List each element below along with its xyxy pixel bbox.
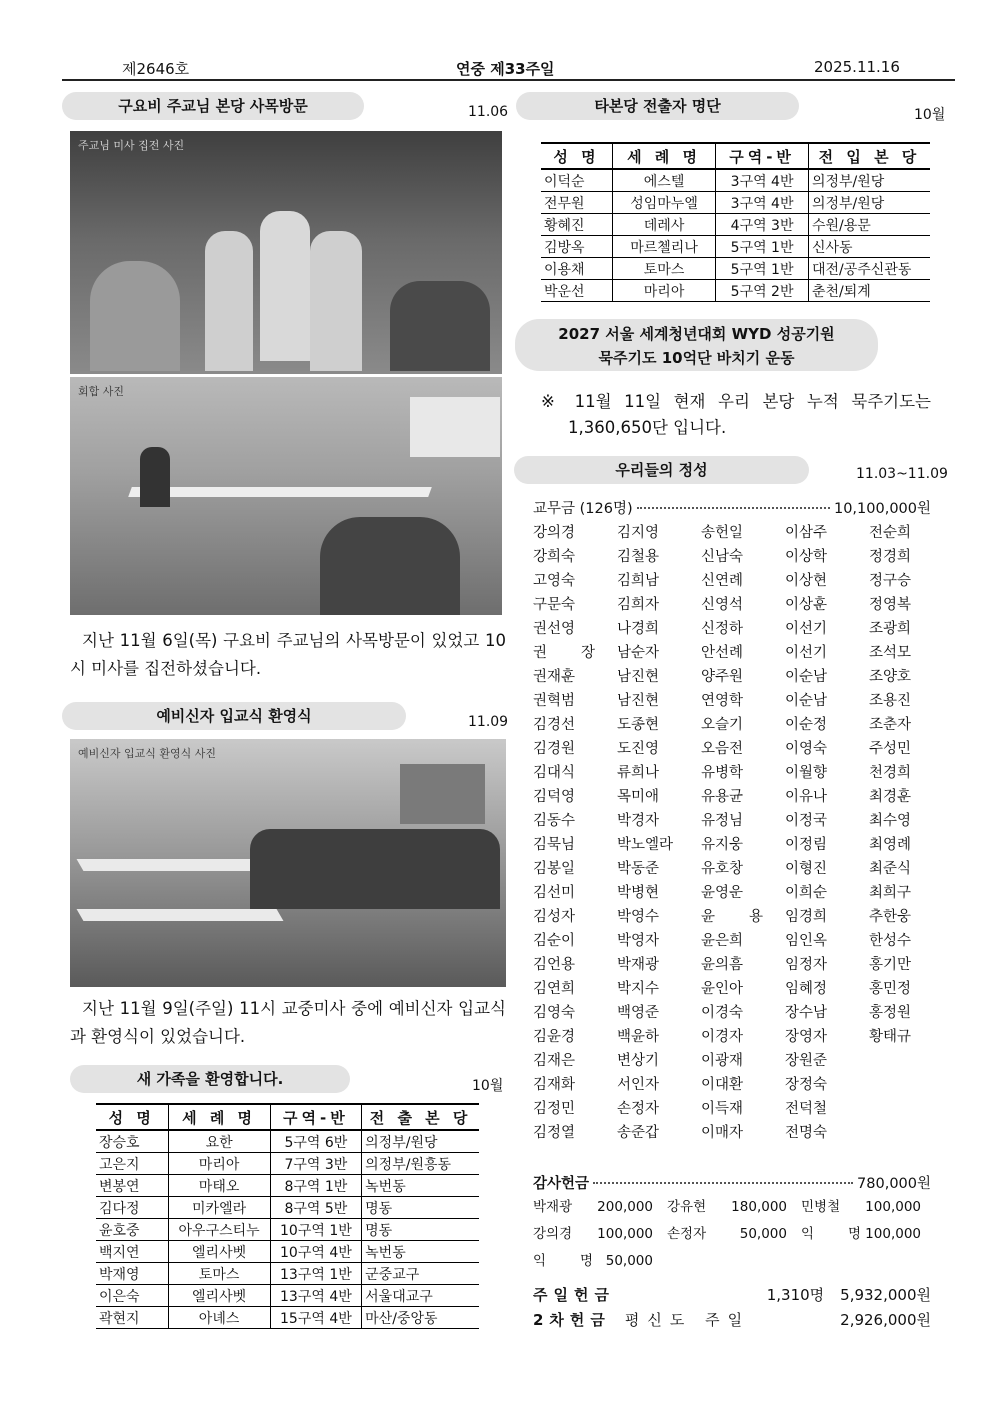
donor-name: 임경희 bbox=[785, 909, 828, 925]
cell-baptism: 아우구스티누 bbox=[168, 1219, 270, 1241]
second-sub: 평신도 주일 bbox=[624, 1311, 751, 1329]
table-row bbox=[96, 1307, 479, 1329]
donor-name: 이월향 bbox=[785, 765, 828, 781]
donor-name: 이대환 bbox=[701, 1077, 744, 1093]
second-label: 2차헌금 bbox=[533, 1311, 611, 1329]
cell-parish: 의정부/원흥동 bbox=[362, 1153, 479, 1175]
cell-district: 5구역 2반 bbox=[716, 280, 809, 302]
col-district: 구역-반 bbox=[716, 143, 809, 169]
donor-name: 권선영 bbox=[533, 621, 576, 637]
donor-name: 김희자 bbox=[617, 597, 660, 613]
cell-name: 변봉연 bbox=[96, 1175, 168, 1197]
cell-parish: 군중교구 bbox=[362, 1263, 479, 1285]
donor-name: 이매자 bbox=[701, 1125, 744, 1141]
cell-baptism: 데레사 bbox=[612, 214, 715, 236]
cell-parish: 명동 bbox=[362, 1219, 479, 1241]
donor-name: 백윤하 bbox=[617, 1029, 660, 1045]
donor-name: 홍기만 bbox=[869, 957, 912, 973]
meeting-photo: 회합 사진 bbox=[70, 377, 502, 615]
donor-row bbox=[533, 929, 931, 953]
donor-name: 신남숙 bbox=[701, 549, 744, 565]
gift-donor: 강유현 bbox=[667, 1199, 707, 1215]
cell-name: 황혜진 bbox=[541, 214, 612, 236]
cell-baptism: 마리아 bbox=[168, 1153, 270, 1175]
wyd-note-line1: ※ 11월 11일 현재 우리 본당 누적 묵주기도는 bbox=[541, 392, 931, 411]
donor-name: 김재화 bbox=[533, 1077, 576, 1093]
donor-name: 박병현 bbox=[617, 885, 660, 901]
cell-name: 김다정 bbox=[96, 1197, 168, 1219]
donor-row bbox=[533, 977, 931, 1001]
cell-parish: 서울대교구 bbox=[362, 1285, 479, 1307]
donor-name: 한성수 bbox=[869, 933, 912, 949]
donor-name: 윤인아 bbox=[701, 981, 744, 997]
transfer-table bbox=[541, 142, 930, 302]
donor-name: 박재광 bbox=[617, 957, 660, 973]
cell-baptism: 마리아 bbox=[612, 280, 715, 302]
gift-donor: 손정자 bbox=[667, 1226, 707, 1242]
cell-district: 3구역 4반 bbox=[716, 192, 809, 214]
table-row bbox=[96, 1175, 479, 1197]
cell-name: 윤호중 bbox=[96, 1219, 168, 1241]
donor-name: 이형진 bbox=[785, 861, 828, 877]
donor-name: 신영석 bbox=[701, 597, 744, 613]
donor-name: 이순남 bbox=[785, 693, 828, 709]
donor-name: 유정님 bbox=[701, 813, 744, 829]
donor-name: 김경선 bbox=[533, 717, 576, 733]
donor-name: 최희구 bbox=[869, 885, 912, 901]
table-row bbox=[96, 1285, 479, 1307]
donor-name: 윤영운 bbox=[701, 885, 744, 901]
gift-row bbox=[533, 1248, 667, 1274]
cell-parish: 의정부/원당 bbox=[808, 192, 930, 214]
donor-name: 김영숙 bbox=[533, 1005, 576, 1021]
table-row bbox=[96, 1153, 479, 1175]
donor-name: 오슬기 bbox=[701, 717, 744, 733]
col-name: 성 명 bbox=[96, 1104, 168, 1130]
cell-name: 고은지 bbox=[96, 1153, 168, 1175]
visit-date: 11.06 bbox=[468, 104, 509, 120]
donor-name: 권 장 bbox=[533, 645, 595, 661]
gift-row bbox=[533, 1221, 935, 1247]
thanks-line bbox=[533, 1172, 931, 1193]
bishop-mass-photo: 주교님 미사 집전 사진 bbox=[70, 131, 502, 374]
cell-baptism: 엘리사벳 bbox=[168, 1285, 270, 1307]
newfamily-title: 새 가족을 환영합니다. bbox=[70, 1065, 350, 1093]
donor-name: 이득재 bbox=[701, 1101, 744, 1117]
cell-baptism: 성임마누엘 bbox=[612, 192, 715, 214]
cell-name: 곽현지 bbox=[96, 1307, 168, 1329]
cell-district: 5구역 1반 bbox=[716, 236, 809, 258]
donor-name: 황태규 bbox=[869, 1029, 912, 1045]
donor-name: 천경희 bbox=[869, 765, 912, 781]
cell-baptism: 아녜스 bbox=[168, 1307, 270, 1329]
table-row bbox=[96, 1219, 479, 1241]
donor-name: 전순희 bbox=[869, 525, 912, 541]
donor-name: 양주원 bbox=[701, 669, 744, 685]
donor-name bbox=[869, 1121, 931, 1145]
transfer-title: 타본당 전출자 명단 bbox=[516, 92, 799, 120]
donor-name: 권재훈 bbox=[533, 669, 576, 685]
donor-row bbox=[533, 761, 931, 785]
cell-name: 박재영 bbox=[96, 1263, 168, 1285]
donor-name: 신정하 bbox=[701, 621, 744, 637]
thanks-label: 감사헌금 bbox=[533, 1176, 590, 1192]
donor-name: 구문숙 bbox=[533, 597, 576, 613]
issue-date: 2025.11.16 bbox=[814, 58, 900, 76]
donor-name: 이상현 bbox=[785, 573, 828, 589]
col-parish: 전 입 본 당 bbox=[808, 143, 930, 169]
donor-row bbox=[533, 521, 931, 545]
gift-amount: 50,000 bbox=[739, 1226, 787, 1242]
donor-name: 박지수 bbox=[617, 981, 660, 997]
thanks-amount: 780,000원 bbox=[857, 1176, 931, 1192]
donor-name: 강의경 bbox=[533, 525, 576, 541]
donor-name: 윤의흠 bbox=[701, 957, 744, 973]
cell-name: 전무원 bbox=[541, 192, 612, 214]
donor-name: 송준갑 bbox=[617, 1125, 660, 1141]
offering-title: 우리들의 정성 bbox=[514, 456, 809, 484]
donor-row bbox=[533, 857, 931, 881]
donor-name: 이상훈 bbox=[785, 597, 828, 613]
cell-baptism: 미카엘라 bbox=[168, 1197, 270, 1219]
donor-name: 이상학 bbox=[785, 549, 828, 565]
donor-row bbox=[533, 569, 931, 593]
cell-district: 13구역 4반 bbox=[270, 1285, 362, 1307]
newfamily-table bbox=[96, 1103, 479, 1329]
cell-name: 이덕순 bbox=[541, 169, 612, 192]
donor-name: 장영자 bbox=[785, 1029, 828, 1045]
donor-row bbox=[533, 881, 931, 905]
donor-name: 이영숙 bbox=[785, 741, 828, 757]
donor-name: 윤은희 bbox=[701, 933, 744, 949]
catechumen-date: 11.09 bbox=[468, 714, 509, 730]
header-rule bbox=[62, 79, 955, 81]
donor-name: 김묵님 bbox=[533, 837, 576, 853]
table-row bbox=[541, 258, 930, 280]
donor-name: 손정자 bbox=[617, 1101, 660, 1117]
cell-district: 4구역 3반 bbox=[716, 214, 809, 236]
donor-name bbox=[869, 1097, 931, 1121]
donor-name: 유용균 bbox=[701, 789, 744, 805]
donor-row bbox=[533, 809, 931, 833]
donor-name: 남진현 bbox=[617, 693, 660, 709]
donor-name: 도진영 bbox=[617, 741, 660, 757]
cell-baptism: 엘리사벳 bbox=[168, 1241, 270, 1263]
donor-name: 장원준 bbox=[785, 1053, 828, 1069]
visit-text: 지난 11월 6일(목) 구요비 주교님의 사목방문이 있었고 10시 미사를 집전하셨습니다. bbox=[70, 631, 506, 678]
donor-name: 임정자 bbox=[785, 957, 828, 973]
donor-name: 전덕철 bbox=[785, 1101, 828, 1117]
wyd-title-line2: 묵주기도 10억단 바치기 운동 bbox=[598, 349, 795, 367]
donor-row bbox=[533, 905, 931, 929]
donor-name: 서인자 bbox=[617, 1077, 660, 1093]
donor-name: 변상기 bbox=[617, 1053, 660, 1069]
cell-name: 김방옥 bbox=[541, 236, 612, 258]
gift-donor: 민병철 bbox=[801, 1199, 841, 1215]
table-row bbox=[541, 169, 930, 192]
donor-name: 이경숙 bbox=[701, 1005, 744, 1021]
donor-name: 추한웅 bbox=[869, 909, 912, 925]
donor-name: 유지웅 bbox=[701, 837, 744, 853]
wyd-title-line1: 2027 서울 세계청년대회 WYD 성공기원 bbox=[558, 325, 835, 343]
donor-name: 김정열 bbox=[533, 1125, 576, 1141]
donor-name: 정경희 bbox=[869, 549, 912, 565]
donor-row bbox=[533, 689, 931, 713]
donor-name: 연영학 bbox=[701, 693, 744, 709]
donor-name: 이선기 bbox=[785, 645, 828, 661]
donor-row bbox=[533, 641, 931, 665]
donor-name: 조춘자 bbox=[869, 717, 912, 733]
donor-name: 김윤경 bbox=[533, 1029, 576, 1045]
cell-district: 10구역 1반 bbox=[270, 1219, 362, 1241]
donor-row bbox=[533, 737, 931, 761]
donor-name: 남진현 bbox=[617, 669, 660, 685]
table-row bbox=[541, 214, 930, 236]
donor-name bbox=[869, 1073, 931, 1097]
cell-district: 8구역 5반 bbox=[270, 1197, 362, 1219]
donor-name: 최수영 bbox=[869, 813, 912, 829]
donor-name: 이희순 bbox=[785, 885, 828, 901]
donor-row bbox=[533, 1073, 931, 1097]
donor-name: 이선기 bbox=[785, 621, 828, 637]
donor-name: 이삼주 bbox=[785, 525, 828, 541]
donor-row bbox=[533, 1025, 931, 1049]
gift-donor: 익 명 bbox=[801, 1226, 861, 1242]
cell-district: 8구역 1반 bbox=[270, 1175, 362, 1197]
sunday-label: 주일헌금 bbox=[533, 1286, 615, 1304]
cell-parish: 신사동 bbox=[808, 236, 930, 258]
donor-name: 김경원 bbox=[533, 741, 576, 757]
sunday-offering-line bbox=[533, 1284, 931, 1305]
due-line bbox=[533, 497, 931, 518]
donor-name: 이순정 bbox=[785, 717, 828, 733]
table-row bbox=[96, 1263, 479, 1285]
donor-name: 장수남 bbox=[785, 1005, 828, 1021]
cell-district: 5구역 1반 bbox=[716, 258, 809, 280]
visit-title: 구요비 주교님 본당 사목방문 bbox=[62, 92, 364, 120]
donor-name bbox=[869, 1049, 931, 1073]
gift-donor: 강의경 bbox=[533, 1226, 573, 1242]
gift-amount: 200,000 bbox=[597, 1199, 653, 1215]
donor-name: 이광재 bbox=[701, 1053, 744, 1069]
catechumen-photo: 예비신자 입교식 환영식 사진 bbox=[70, 739, 506, 987]
donor-row bbox=[533, 1049, 931, 1073]
donor-name: 정구승 bbox=[869, 573, 912, 589]
cell-baptism: 마르첼리나 bbox=[612, 236, 715, 258]
donor-name: 이정림 bbox=[785, 837, 828, 853]
donor-name: 전명숙 bbox=[785, 1125, 828, 1141]
gift-amount: 50,000 bbox=[605, 1253, 653, 1269]
table-row bbox=[541, 280, 930, 302]
cell-baptism: 에스텔 bbox=[612, 169, 715, 192]
cell-district: 3구역 4반 bbox=[716, 169, 809, 192]
due-label: 교무금 (126명) bbox=[533, 501, 633, 517]
col-name: 성 명 bbox=[541, 143, 612, 169]
cell-name: 백지연 bbox=[96, 1241, 168, 1263]
wyd-note-line2: 1,360,650단 입니다. bbox=[568, 418, 727, 437]
transfer-month: 10월 bbox=[914, 107, 946, 123]
cell-parish: 녹번동 bbox=[362, 1175, 479, 1197]
donor-name: 김연희 bbox=[533, 981, 576, 997]
cell-parish: 수원/용문 bbox=[808, 214, 930, 236]
donor-row bbox=[533, 665, 931, 689]
donor-name: 윤 용 bbox=[701, 909, 763, 925]
cell-parish: 녹번동 bbox=[362, 1241, 479, 1263]
donor-name: 김성자 bbox=[533, 909, 576, 925]
gift-donor: 박재광 bbox=[533, 1199, 573, 1215]
second-amount: 2,926,000원 bbox=[840, 1311, 931, 1329]
donor-name: 임인옥 bbox=[785, 933, 828, 949]
donor-name: 이유나 bbox=[785, 789, 828, 805]
donor-row bbox=[533, 617, 931, 641]
cell-district: 7구역 3반 bbox=[270, 1153, 362, 1175]
donor-name: 이순남 bbox=[785, 669, 828, 685]
donor-name: 안선례 bbox=[701, 645, 744, 661]
donor-name: 김선미 bbox=[533, 885, 576, 901]
cell-baptism: 토마스 bbox=[168, 1263, 270, 1285]
donor-name: 박경자 bbox=[617, 813, 660, 829]
donor-name: 김순이 bbox=[533, 933, 576, 949]
donor-name: 백영준 bbox=[617, 1005, 660, 1021]
col-baptism: 세 례 명 bbox=[612, 143, 715, 169]
donor-name: 주성민 bbox=[869, 741, 912, 757]
donor-name: 정영복 bbox=[869, 597, 912, 613]
donor-name: 유호창 bbox=[701, 861, 744, 877]
col-parish: 전 출 본 당 bbox=[362, 1104, 479, 1130]
donor-name: 최준식 bbox=[869, 861, 912, 877]
cell-parish: 의정부/원당 bbox=[808, 169, 930, 192]
gift-amount: 100,000 bbox=[597, 1226, 653, 1242]
cell-baptism: 요한 bbox=[168, 1130, 270, 1153]
col-baptism: 세 례 명 bbox=[168, 1104, 270, 1130]
donor-name: 유병학 bbox=[701, 765, 744, 781]
donor-name: 박노엘라 bbox=[617, 837, 674, 853]
donor-name: 도종현 bbox=[617, 717, 660, 733]
donor-name: 김봉일 bbox=[533, 861, 576, 877]
due-amount: 10,100,000원 bbox=[833, 501, 931, 517]
cell-name: 이은숙 bbox=[96, 1285, 168, 1307]
donor-name-grid bbox=[533, 521, 931, 1145]
cell-baptism: 마태오 bbox=[168, 1175, 270, 1197]
cell-district: 15구역 4반 bbox=[270, 1307, 362, 1329]
table-row bbox=[541, 192, 930, 214]
donor-name: 강희숙 bbox=[533, 549, 576, 565]
donor-name: 홍정원 bbox=[869, 1005, 912, 1021]
col-district: 구역-반 bbox=[270, 1104, 362, 1130]
donor-row bbox=[533, 1001, 931, 1025]
cell-district: 13구역 1반 bbox=[270, 1263, 362, 1285]
donor-name: 류희나 bbox=[617, 765, 660, 781]
donor-row bbox=[533, 545, 931, 569]
donor-name: 조석모 bbox=[869, 645, 912, 661]
donor-name: 박영자 bbox=[617, 933, 660, 949]
donor-name: 김희남 bbox=[617, 573, 660, 589]
donor-name: 나경희 bbox=[617, 621, 660, 637]
gift-amount: 180,000 bbox=[731, 1199, 787, 1215]
cell-parish: 명동 bbox=[362, 1197, 479, 1219]
donor-name: 임혜정 bbox=[785, 981, 828, 997]
donor-name: 조양호 bbox=[869, 669, 912, 685]
donor-name: 목미애 bbox=[617, 789, 660, 805]
cell-district: 10구역 4반 bbox=[270, 1241, 362, 1263]
donor-name: 최경훈 bbox=[869, 789, 912, 805]
cell-district: 5구역 6반 bbox=[270, 1130, 362, 1153]
issue-number: 제2646호 bbox=[122, 60, 190, 78]
donor-name: 이정국 bbox=[785, 813, 828, 829]
offering-period: 11.03~11.09 bbox=[856, 466, 948, 482]
donor-name: 김언용 bbox=[533, 957, 576, 973]
cell-parish: 대전/공주신관동 bbox=[808, 258, 930, 280]
newfamily-month: 10월 bbox=[472, 1078, 504, 1094]
donor-name: 장정숙 bbox=[785, 1077, 828, 1093]
donor-name: 김동수 bbox=[533, 813, 576, 829]
gift-row bbox=[533, 1194, 935, 1220]
cell-name: 이용채 bbox=[541, 258, 612, 280]
catechumen-text: 지난 11월 9일(주일) 11시 교중미사 중에 예비신자 입교식과 환영식이 있었습니다. bbox=[70, 999, 506, 1046]
cell-parish: 의정부/원당 bbox=[362, 1130, 479, 1153]
donor-name: 이경자 bbox=[701, 1029, 744, 1045]
donor-name: 김정민 bbox=[533, 1101, 576, 1117]
gift-amount: 100,000 bbox=[865, 1226, 921, 1242]
donor-name: 홍민정 bbox=[869, 981, 912, 997]
donor-row bbox=[533, 1097, 931, 1121]
donor-name: 박영수 bbox=[617, 909, 660, 925]
donor-name: 최영례 bbox=[869, 837, 912, 853]
sunday-count: 1,310명 bbox=[766, 1286, 825, 1304]
catechumen-title: 예비신자 입교식 환영식 bbox=[62, 702, 406, 730]
table-row bbox=[96, 1241, 479, 1263]
sunday-amount: 5,932,000원 bbox=[840, 1286, 931, 1304]
cell-parish: 마산/중앙동 bbox=[362, 1307, 479, 1329]
donor-name: 오음전 bbox=[701, 741, 744, 757]
donor-row bbox=[533, 785, 931, 809]
gift-donor: 익 명 bbox=[533, 1253, 593, 1269]
table-row bbox=[96, 1130, 479, 1153]
table-row bbox=[96, 1197, 479, 1219]
donor-row bbox=[533, 1121, 931, 1145]
donor-name: 김대식 bbox=[533, 765, 576, 781]
donor-name: 권혁범 bbox=[533, 693, 576, 709]
donor-row bbox=[533, 593, 931, 617]
donor-row bbox=[533, 713, 931, 737]
table-row bbox=[541, 236, 930, 258]
donor-name: 김지영 bbox=[617, 525, 660, 541]
donor-name: 남순자 bbox=[617, 645, 660, 661]
donor-row bbox=[533, 953, 931, 977]
donor-name: 김덕영 bbox=[533, 789, 576, 805]
cell-baptism: 토마스 bbox=[612, 258, 715, 280]
cell-name: 장승호 bbox=[96, 1130, 168, 1153]
donor-name: 조광희 bbox=[869, 621, 912, 637]
cell-parish: 춘천/퇴계 bbox=[808, 280, 930, 302]
donor-name: 조용진 bbox=[869, 693, 912, 709]
donor-name: 김철용 bbox=[617, 549, 660, 565]
donor-name: 고영숙 bbox=[533, 573, 576, 589]
cell-name: 박운선 bbox=[541, 280, 612, 302]
donor-row bbox=[533, 833, 931, 857]
donor-name: 박동준 bbox=[617, 861, 660, 877]
wyd-banner bbox=[515, 319, 878, 371]
donor-name: 김재은 bbox=[533, 1053, 576, 1069]
donor-name: 신연례 bbox=[701, 573, 744, 589]
donor-name: 송헌일 bbox=[701, 525, 744, 541]
second-offering-line bbox=[533, 1309, 931, 1330]
gift-amount: 100,000 bbox=[865, 1199, 921, 1215]
page-title: 연중 제33주일 bbox=[456, 60, 555, 78]
